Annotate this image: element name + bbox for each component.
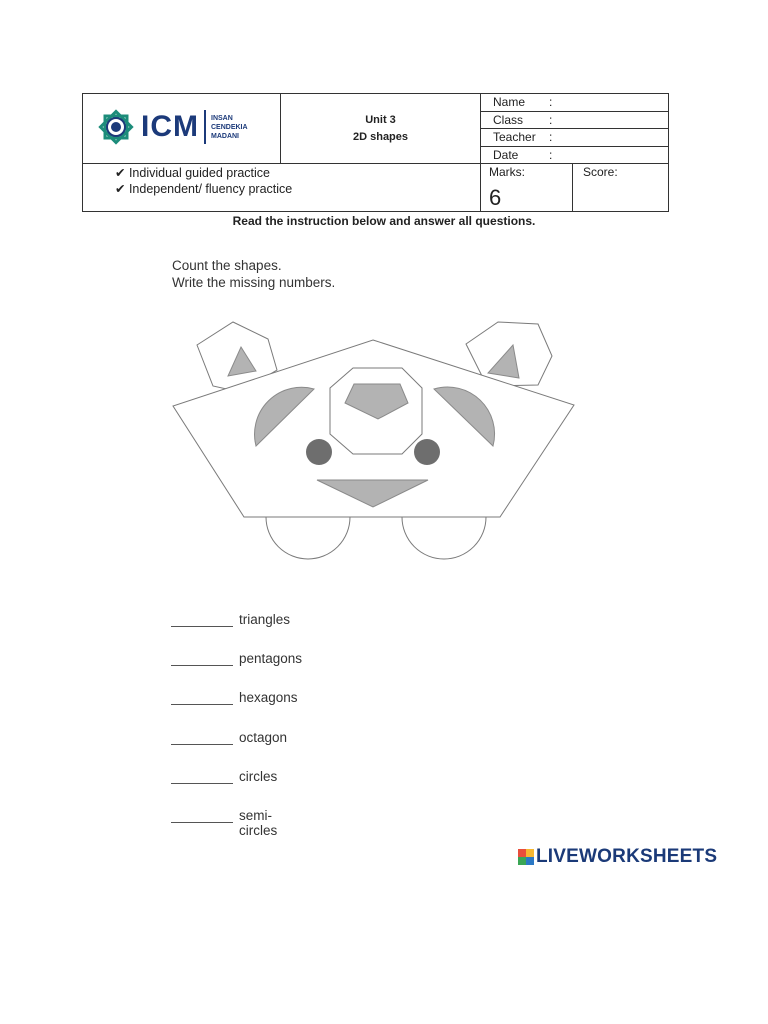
marks-label: Marks: bbox=[489, 165, 525, 179]
task-line-2: Write the missing numbers. bbox=[172, 275, 336, 290]
answer-label: semi-circles bbox=[239, 807, 278, 838]
logo-name: ICM bbox=[141, 110, 199, 143]
answer-blank[interactable] bbox=[171, 783, 233, 784]
answer-blank[interactable] bbox=[171, 744, 233, 745]
left-wheel-semicircle bbox=[266, 517, 350, 559]
teacher-label: Teacher bbox=[493, 130, 536, 144]
name-colon: : bbox=[549, 95, 553, 109]
unit-title: Unit 3 bbox=[365, 114, 396, 126]
right-wheel-semicircle bbox=[402, 517, 486, 559]
class-colon: : bbox=[549, 112, 553, 127]
answer-blank[interactable] bbox=[171, 665, 233, 666]
marks-value: 6 bbox=[489, 185, 502, 210]
practice-item: ✔ Independent/ fluency practice bbox=[115, 182, 293, 196]
logo-line-3: MADANI bbox=[211, 132, 239, 140]
name-label: Name bbox=[493, 95, 526, 109]
answer-blank[interactable] bbox=[171, 704, 233, 705]
answer-blank[interactable] bbox=[171, 626, 233, 627]
teacher-colon: : bbox=[549, 130, 553, 144]
instruction-text: Read the instruction below and answer all questions. bbox=[232, 214, 536, 228]
class-label: Class bbox=[493, 112, 524, 127]
answer-label: hexagons bbox=[239, 690, 298, 706]
left-eye-circle bbox=[306, 439, 332, 465]
answer-label: triangles bbox=[239, 612, 291, 627]
liveworksheets-brand[interactable] bbox=[518, 846, 717, 868]
practice-item: ✔ Individual guided practice bbox=[115, 166, 271, 180]
brand-text: LIVEWORKSHEETS bbox=[536, 846, 718, 867]
liveworksheets-logo-icon bbox=[518, 849, 534, 865]
logo-line-1: INSAN bbox=[211, 114, 233, 122]
topic-title: 2D shapes bbox=[352, 131, 409, 143]
answer-label: pentagons bbox=[239, 651, 303, 667]
task-line-1: Count the shapes. bbox=[172, 258, 282, 273]
answer-blank[interactable] bbox=[171, 822, 233, 823]
answer-label: octagon bbox=[239, 729, 288, 745]
right-eye-circle bbox=[414, 439, 440, 465]
date-colon: : bbox=[549, 147, 553, 162]
answer-label: circles bbox=[239, 768, 278, 784]
logo-line-2: CENDEKIA bbox=[211, 123, 248, 131]
date-label: Date bbox=[493, 147, 519, 162]
score-label: Score: bbox=[583, 165, 618, 179]
